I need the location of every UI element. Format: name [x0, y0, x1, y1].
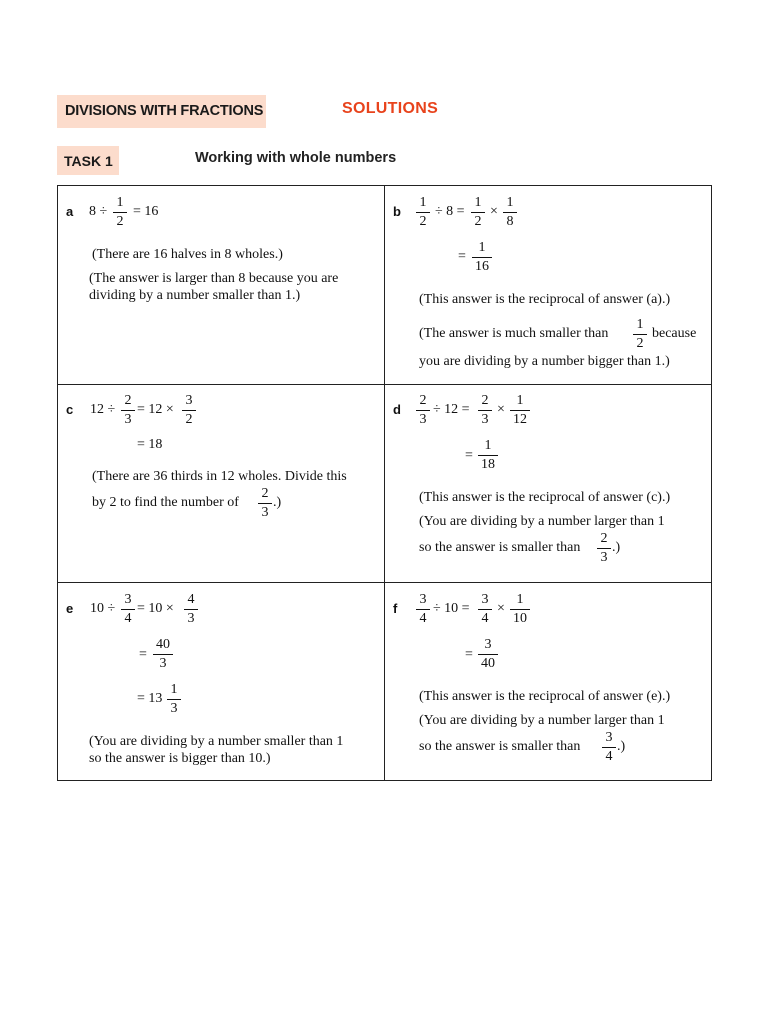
fraction: 1 8	[502, 196, 518, 229]
fraction: 1 2	[415, 196, 431, 229]
fraction: 3 4	[477, 593, 493, 626]
equation-text: = 18	[137, 437, 163, 452]
equation-text: ÷ 10 =	[433, 601, 470, 616]
fraction: 1 2	[470, 196, 486, 229]
fraction: 2 3	[596, 532, 612, 565]
fraction: 3 2	[181, 394, 197, 427]
equation-text: =	[458, 249, 466, 264]
fraction: 3 4	[415, 593, 431, 626]
worksheet-title: DIVISIONS WITH FRACTIONS	[57, 95, 266, 128]
equation-text: =	[139, 647, 147, 662]
explanation-text: (You are dividing by a number larger than 1	[419, 514, 665, 529]
explanation-text: (The answer is larger than 8 because you are	[89, 271, 339, 286]
fraction: 1 2	[112, 196, 128, 229]
explanation-text: so the answer is smaller than	[419, 540, 581, 555]
fraction: 1 10	[509, 593, 531, 626]
equation-text: = 13	[137, 691, 163, 706]
explanation-text: so the answer is smaller than	[419, 739, 581, 754]
fraction: 1 2	[632, 318, 648, 351]
solutions-heading: SOLUTIONS	[342, 100, 439, 117]
explanation-text: (There are 16 halves in 8 wholes.)	[92, 247, 283, 262]
fraction: 1 16	[471, 241, 493, 274]
grid-divider-row-2	[57, 582, 712, 583]
cell-label: b	[393, 204, 401, 219]
equation-text: ×	[497, 402, 505, 417]
equation-text: = 16	[133, 204, 159, 219]
explanation-text: (You are dividing by a number larger than 1	[419, 713, 665, 728]
fraction: 1 18	[477, 439, 499, 472]
explanation-text: .)	[612, 540, 621, 555]
explanation-text: (The answer is much smaller than	[419, 326, 609, 341]
equation-text: =	[465, 448, 473, 463]
fraction: 2 3	[477, 394, 493, 427]
cell-label: e	[66, 601, 74, 616]
fraction: 1 3	[166, 683, 182, 716]
explanation-text: you are dividing by a number bigger than 1.)	[419, 354, 670, 369]
equation-text: =	[465, 647, 473, 662]
fraction: 40 3	[152, 638, 174, 671]
explanation-text: (There are 36 thirds in 12 wholes. Divide this	[92, 469, 347, 484]
cell-label: a	[66, 204, 74, 219]
explanation-text: (You are dividing by a number smaller than 1	[89, 734, 344, 749]
explanation-text: (This answer is the reciprocal of answer (c).)	[419, 490, 671, 505]
equation-text: = 10 ×	[137, 601, 174, 616]
fraction: 3 40	[477, 638, 499, 671]
fraction: 2 3	[120, 394, 136, 427]
fraction: 1 12	[509, 394, 531, 427]
explanation-text: (This answer is the reciprocal of answer (e).)	[419, 689, 671, 704]
explanation-text: (This answer is the reciprocal of answer (a).)	[419, 292, 671, 307]
equation-text: ×	[490, 204, 498, 219]
equation-text: ÷ 8 =	[435, 204, 465, 219]
equation-text: 10 ÷	[90, 601, 116, 616]
fraction: 4 3	[183, 593, 199, 626]
cell-label: f	[393, 601, 398, 616]
grid-divider-vertical	[384, 185, 385, 781]
equation-text: = 12 ×	[137, 402, 174, 417]
fraction: 3 4	[601, 731, 617, 764]
equation-text: ×	[497, 601, 505, 616]
explanation-text: by 2 to find the number of	[92, 495, 239, 510]
explanation-text: so the answer is bigger than 10.)	[89, 751, 271, 766]
fraction: 3 4	[120, 593, 136, 626]
grid-divider-row-1	[57, 384, 712, 385]
explanation-text: .)	[617, 739, 626, 754]
explanation-text: because	[652, 326, 697, 341]
fraction: 2 3	[257, 487, 273, 520]
equation-text: 8 ÷	[89, 204, 108, 219]
explanation-text: dividing by a number smaller than 1.)	[89, 288, 301, 303]
fraction: 2 3	[415, 394, 431, 427]
explanation-text: .)	[273, 495, 282, 510]
cell-label: d	[393, 402, 401, 417]
equation-text: 12 ÷	[90, 402, 116, 417]
equation-text: ÷ 12 =	[433, 402, 470, 417]
cell-label: c	[66, 402, 74, 417]
task-label: TASK 1	[57, 146, 119, 175]
task-subtitle: Working with whole numbers	[195, 150, 397, 166]
